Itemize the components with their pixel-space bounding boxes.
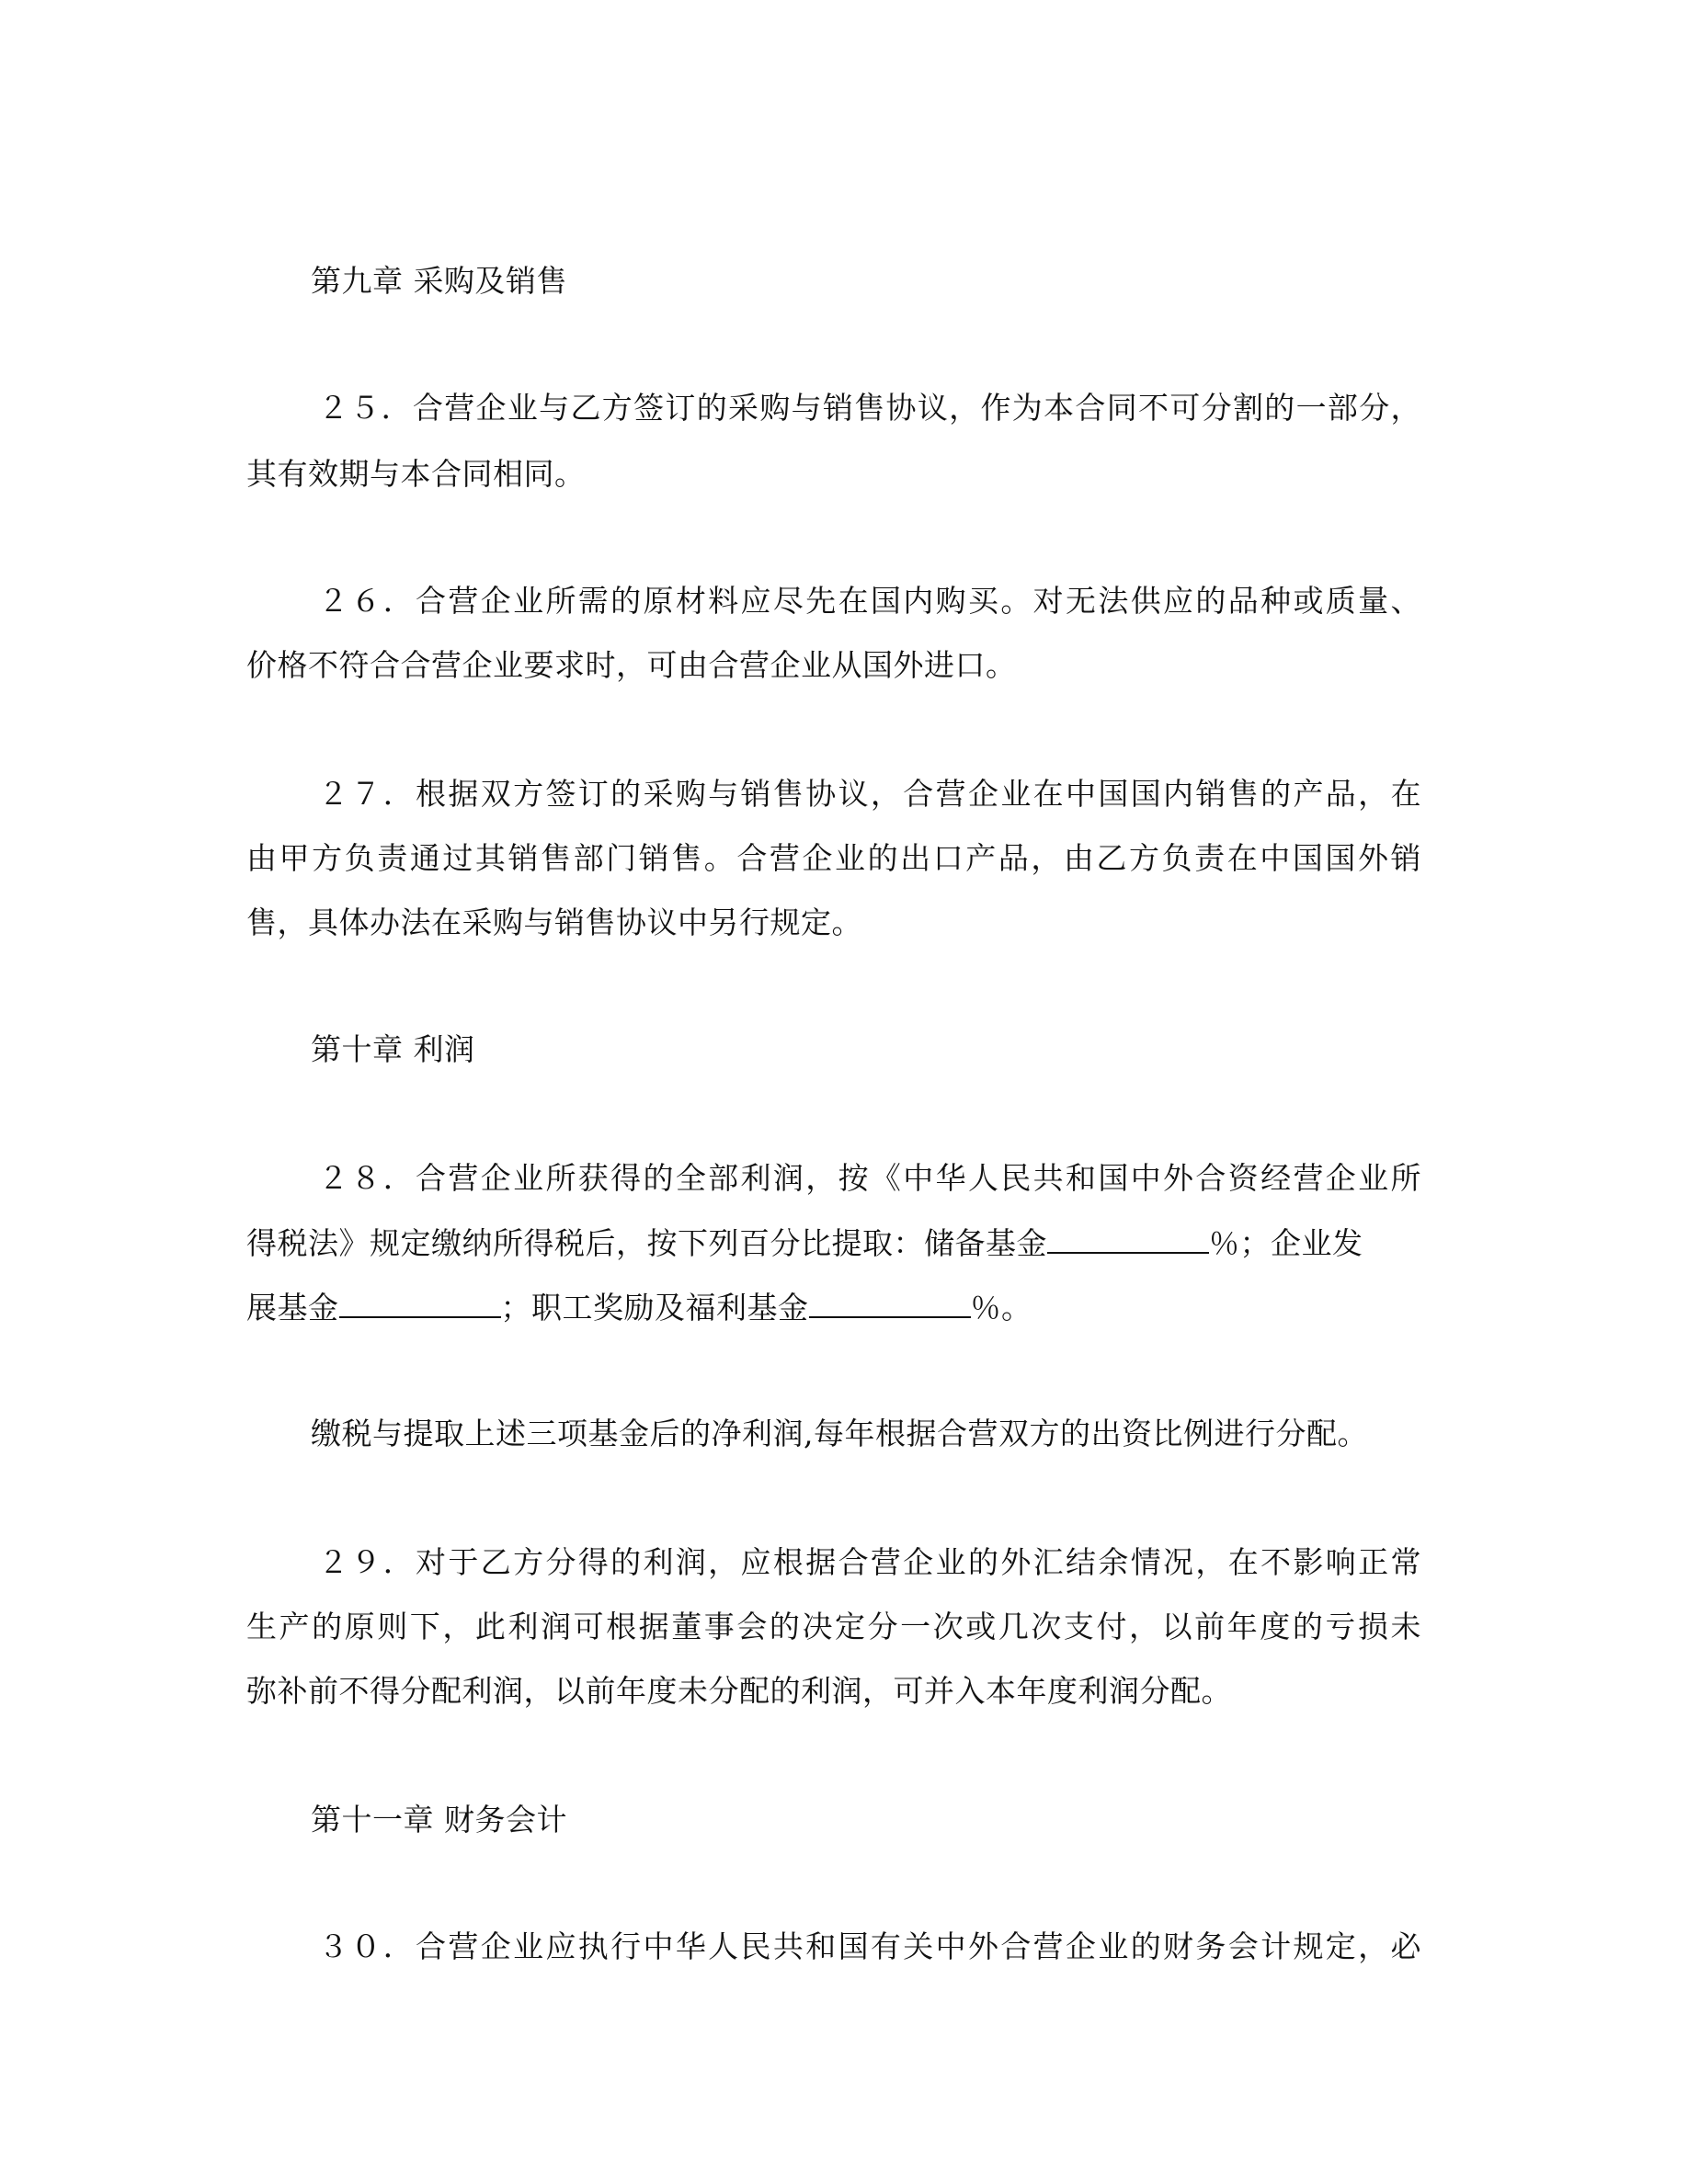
welfare-fund-blank[interactable] — [809, 1289, 971, 1318]
article-25-line-2: 其有效期与本合同相同。 — [246, 456, 586, 492]
article-28-line-1: ２８．合营企业所获得的全部利润，按《中华人民共和国中外合资经营企业所 — [318, 1160, 1421, 1196]
article-29-line-3: 弥补前不得分配利润，以前年度未分配的利润，可并入本年度利润分配。 — [246, 1673, 1232, 1709]
development-fund-blank[interactable] — [339, 1289, 501, 1318]
chapter-11-heading: 第十一章 财务会计 — [311, 1802, 567, 1837]
article-28-line-3-text-c: ％。 — [970, 1290, 1032, 1325]
article-28-line-2-text-a: 得税法》规定缴纳所得税后，按下列百分比提取：储备基金 — [246, 1225, 1047, 1261]
chapter-9-heading: 第九章 采购及销售 — [311, 263, 567, 299]
article-28-line-3 — [246, 1289, 1032, 1326]
article-27-line-2: 由甲方负责通过其销售部门销售。合营企业的出口产品，由乙方负责在中国国外销 — [246, 840, 1421, 876]
article-27-line-3: 售，具体办法在采购与销售协议中另行规定。 — [246, 904, 862, 940]
article-29-line-1: ２９．对于乙方分得的利润，应根据合营企业的外汇结余情况，在不影响正常 — [318, 1544, 1421, 1580]
reserve-fund-blank[interactable] — [1047, 1224, 1209, 1254]
article-29-line-2: 生产的原则下，此利润可根据董事会的决定分一次或几次支付，以前年度的亏损未 — [246, 1609, 1421, 1644]
article-28-paragraph-2: 缴税与提取上述三项基金后的净利润,每年根据合营双方的出资比例进行分配。 — [311, 1416, 1368, 1451]
article-28-line-2-text-b: ％；企业发 — [1209, 1225, 1363, 1261]
article-28-line-2 — [246, 1224, 1363, 1262]
article-26-line-2: 价格不符合合营企业要求时，可由合营企业从国外进口。 — [246, 647, 1017, 683]
article-28-line-3-text-b: ；职工奖励及福利基金 — [500, 1290, 809, 1325]
article-30-line-1: ３０．合营企业应执行中华人民共和国有关中外合营企业的财务会计规定，必 — [318, 1928, 1421, 1964]
chapter-10-heading: 第十章 利润 — [311, 1031, 475, 1067]
article-28-line-3-text-a: 展基金 — [246, 1290, 339, 1325]
article-27-line-1: ２７．根据双方签订的采购与销售协议，合营企业在中国国内销售的产品，在 — [318, 776, 1421, 812]
article-26-line-1: ２６．合营企业所需的原材料应尽先在国内购买。对无法供应的品种或质量、 — [318, 583, 1421, 619]
article-25-line-1: ２５．合营企业与乙方签订的采购与销售协议，作为本合同不可分割的一部分， — [318, 390, 1421, 426]
